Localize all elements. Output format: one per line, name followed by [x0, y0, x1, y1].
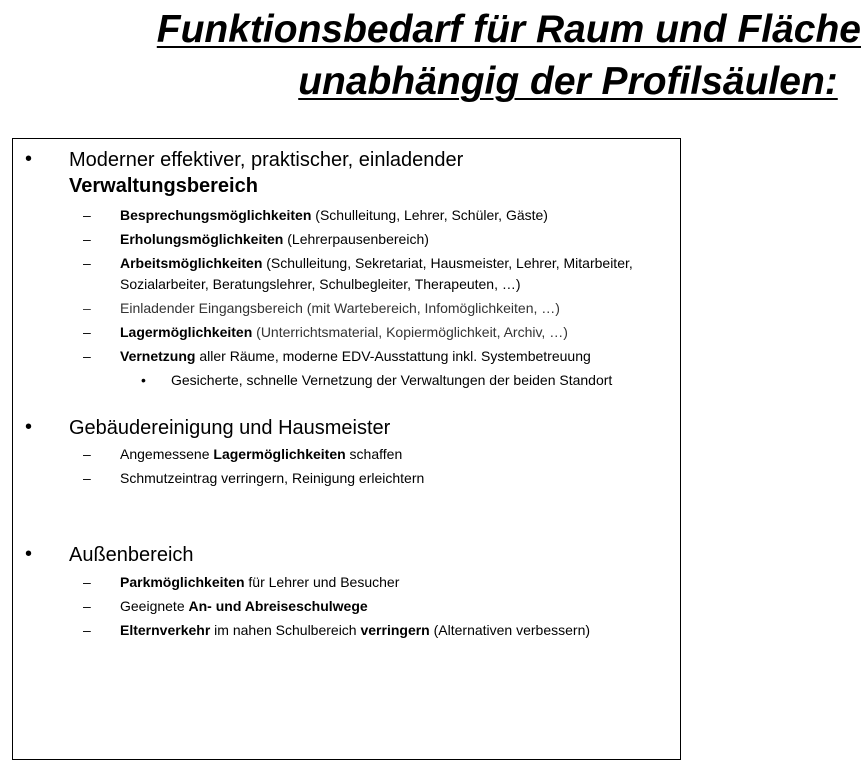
item-bold: Arbeitsmöglichkeiten — [120, 255, 263, 271]
title-line-1: Funktionsbedarf für Raum und Fläche — [156, 8, 861, 51]
list-item — [13, 205, 680, 226]
item-bold: Erholungsmöglichkeiten — [120, 231, 284, 247]
bullet: • — [25, 543, 33, 565]
item-bold: Lagermöglichkeiten — [213, 446, 346, 462]
item-text: Schmutzeintrag verringern, Reinigung erleichtern — [120, 470, 425, 486]
item-text: (Lehrerpausenbereich) — [283, 231, 429, 247]
item-text: im nahen Schulbereich — [210, 622, 361, 638]
dash: – — [83, 300, 91, 316]
item-bold: Elternverkehr — [120, 622, 211, 638]
bullet: • — [25, 148, 33, 170]
item-text: für Lehrer und Besucher — [244, 574, 400, 590]
heading-bold: Verwaltungsbereich — [69, 175, 258, 197]
item-text: (Schulleitung, Lehrer, Schüler, Gäste) — [311, 207, 548, 223]
list-item — [13, 346, 680, 367]
item-list — [13, 444, 680, 489]
item-bold: verringern — [360, 622, 430, 638]
section-heading — [69, 542, 669, 568]
dash: – — [83, 598, 91, 614]
item-text: Angemessene — [120, 446, 214, 462]
item-list — [13, 205, 680, 391]
heading-text: Moderner effektiver, praktischer, einladender — [69, 149, 464, 171]
item-text: (Schulleitung, Sekretariat, Hausmeister, Lehrer, Mitarbeiter, Sozialarbeiter, Beratungslehrer, Schulbegleiter, Therapeuten, …) — [120, 255, 633, 292]
item-text: schaffen — [345, 446, 403, 462]
list-item — [13, 444, 680, 465]
list-item — [13, 620, 680, 641]
item-bold: Parkmöglichkeiten — [120, 574, 245, 590]
item-text: Geeignete — [120, 598, 189, 614]
item-bold: Lagermöglichkeiten — [120, 324, 253, 340]
sub-bullet: • — [141, 372, 146, 388]
bullet: • — [25, 416, 33, 438]
page-title — [120, 4, 861, 108]
list-item — [13, 229, 680, 250]
item-text: (Alternativen verbessern) — [429, 622, 591, 638]
heading-text: Außenbereich — [69, 544, 194, 566]
content-box — [12, 138, 681, 760]
item-text: aller Räume, moderne EDV-Ausstattung inkl. Systembetreuung — [195, 348, 591, 364]
item-bold: An- und Abreiseschulwege — [188, 598, 368, 614]
sub-list-item — [13, 370, 680, 391]
list-item — [13, 298, 680, 319]
section-heading — [69, 415, 669, 441]
dash: – — [83, 574, 91, 590]
item-text: Einladender Eingangsbereich (mit Wartebereich, Infomöglichkeiten, …) — [120, 300, 560, 316]
dash: – — [83, 255, 91, 271]
list-item — [13, 572, 680, 593]
list-item — [13, 468, 680, 489]
list-item — [13, 253, 680, 295]
dash: – — [83, 446, 91, 462]
item-list — [13, 572, 680, 641]
dash: – — [83, 231, 91, 247]
dash: – — [83, 470, 91, 486]
dash: – — [83, 622, 91, 638]
item-bold: Besprechungsmöglichkeiten — [120, 207, 312, 223]
dash: – — [83, 324, 91, 340]
dash: – — [83, 348, 91, 364]
sub-item-text: Gesicherte, schnelle Vernetzung der Verwaltungen der beiden Standort — [171, 372, 613, 388]
dash: – — [83, 207, 91, 223]
heading-text: Gebäudereinigung und Hausmeister — [69, 417, 391, 439]
list-item — [13, 322, 680, 343]
list-item — [13, 596, 680, 617]
item-text: (Unterrichtsmaterial, Kopiermöglichkeit, Archiv, …) — [252, 324, 568, 340]
item-bold: Vernetzung — [120, 348, 196, 364]
section-heading — [69, 147, 669, 199]
title-line-2: unabhängig der Profilsäulen: — [298, 60, 838, 103]
